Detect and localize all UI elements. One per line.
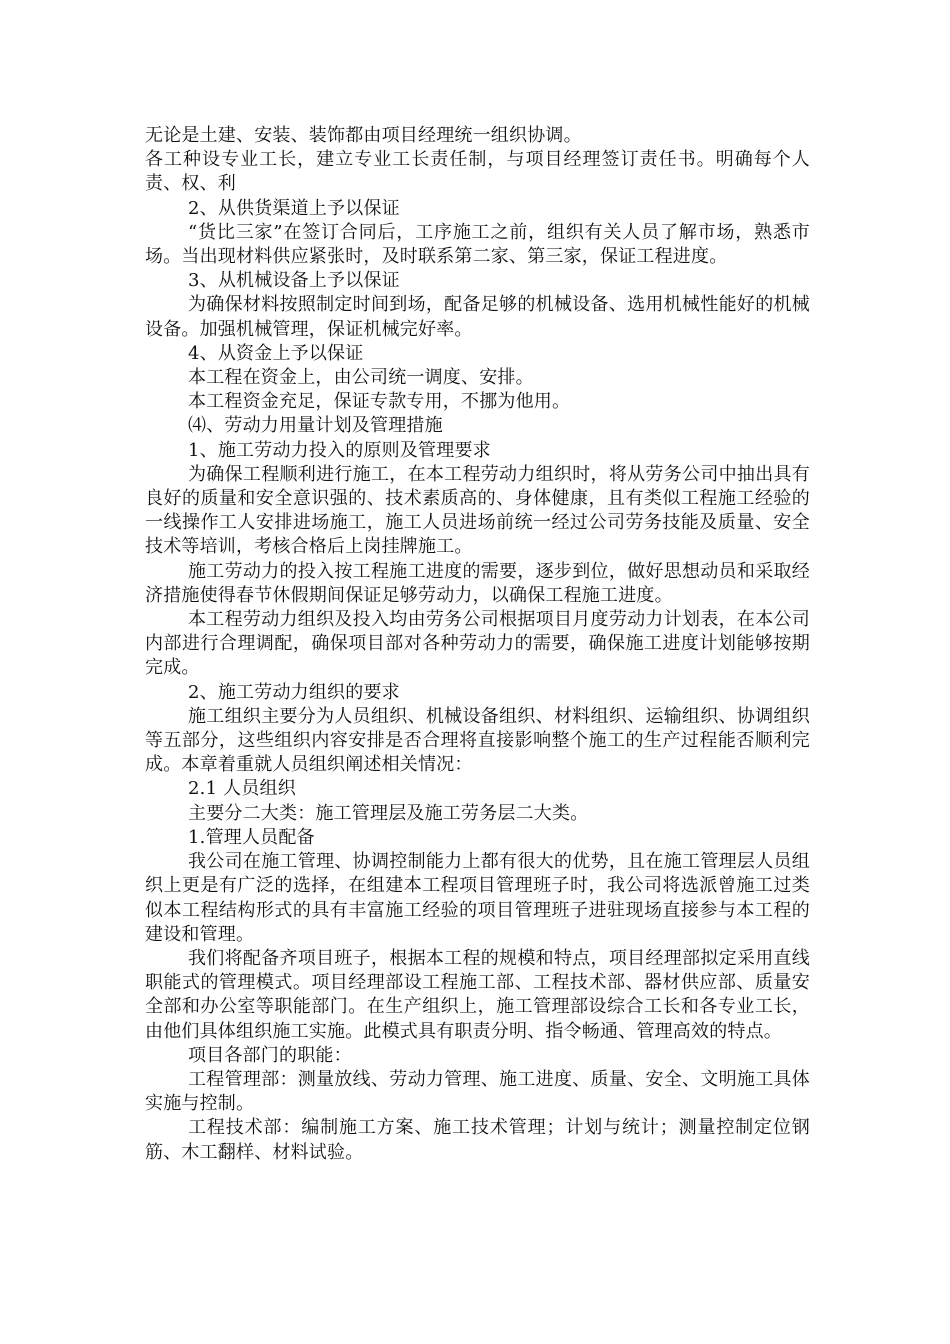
paragraph: 本工程在资金上，由公司统一调度、安排。 — [188, 367, 534, 389]
paragraph: 施工劳动力的投入按工程施工进度的需要，逐步到位，做好思想动员和采取经济措施使得春节休假期间保证足够劳动力，以确保工程施工进度。 — [145, 560, 810, 606]
paragraph: 2.1 人员组织 — [188, 778, 296, 800]
paragraph: 无论是土建、安装、装饰都由项目经理统一组织协调。 — [145, 125, 582, 146]
paragraph: 本工程劳动力组织及投入均由劳务公司根据项目月度劳动力计划表，在本公司内部进行合理调配，确保项目部对各种劳动力的需要，确保施工进度计划能够按期完成。 — [145, 609, 810, 679]
paragraph: 2、施工劳动力组织的要求 — [188, 681, 400, 703]
paragraph: 项目各部门的职能： — [188, 1044, 352, 1066]
paragraph: ⑷、劳动力用量计划及管理措施 — [188, 415, 443, 437]
paragraph: 施工组织主要分为人员组织、机械设备组织、材料组织、运输组织、协调组织等五部分，这些组织内容安排是否合理将直接影响整个施工的生产过程能否顺利完成。本章着重就人员组织阐述相关情况： — [145, 705, 810, 776]
paragraph: 为确保材料按照制定时间到场，配备足够的机械设备、选用机械性能好的机械设备。加强机械管理，保证机械完好率。 — [145, 294, 810, 340]
paragraph: 1.管理人员配备 — [188, 826, 315, 848]
paragraph: 工程技术部：编制施工方案、施工技术管理；计划与统计；测量控制定位钢筋、木工翻样、材料试验。 — [145, 1117, 810, 1163]
document-body — [145, 124, 810, 1165]
paragraph: 我公司在施工管理、协调控制能力上都有很大的优势，且在施工管理层人员组织上更是有广泛的选择，在组建本工程项目管理班子时，我公司将选派曾施工过类似本工程结构形式的具有丰富施工经验的项目管理班子进驻现场直接参与本工程的建设和管理。 — [145, 851, 810, 945]
paragraph: 2、从供货渠道上予以保证 — [188, 197, 400, 219]
paragraph: 本工程资金充足，保证专款专用，不挪为他用。 — [188, 391, 571, 413]
paragraph: 主要分二大类：施工管理层及施工劳务层二大类。 — [188, 802, 589, 824]
paragraph: 工程管理部：测量放线、劳动力管理、施工进度、质量、安全、文明施工具体实施与控制。 — [145, 1068, 810, 1115]
paragraph: “货比三家”在签订合同后，工序施工之前，组织有关人员了解市场，熟悉市场。当出现材料供应紧张时，及时联系第二家、第三家，保证工程进度。 — [145, 221, 810, 268]
paragraph: 1、施工劳动力投入的原则及管理要求 — [188, 439, 491, 461]
paragraph: 4、从资金上予以保证 — [188, 342, 364, 364]
paragraph: 各工种设专业工长，建立专业工长责任制，与项目经理签订责任书。明确每个人责、权、利 — [145, 149, 810, 195]
paragraph: 3、从机械设备上予以保证 — [188, 270, 400, 292]
paragraph: 为确保工程顺利进行施工，在本工程劳动力组织时，将从劳务公司中抽出具有良好的质量和安全意识强的、技术素质高的、身体健康，且有类似工程施工经验的一线操作工人安排进场施工，施工人员进场前统一经过公司劳务技能及质量、安全技术等培训，考核合格后上岗挂牌施工。 — [145, 463, 810, 558]
paragraph: 我们将配备齐项目班子，根据本工程的规模和特点，项目经理部拟定采用直线职能式的管理模式。项目经理部设工程施工部、工程技术部、器材供应部、质量安全部和办公室等职能部门。在生产组织上，施工管理部设综合工长和各专业工长，由他们具体组织施工实施。此模式具有职责分明、指令畅通、管理高效的特点。 — [145, 947, 810, 1042]
